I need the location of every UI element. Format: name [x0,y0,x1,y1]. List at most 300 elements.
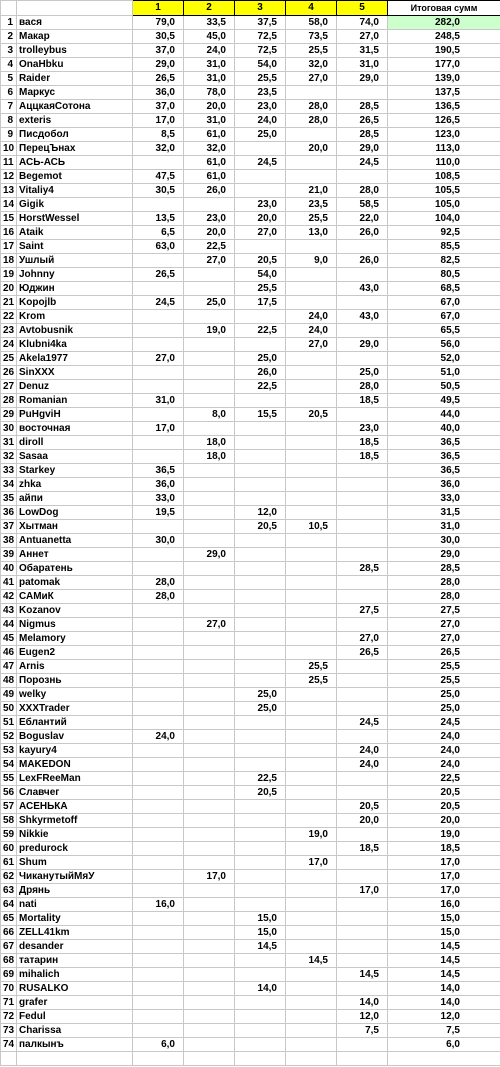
score-col-4[interactable] [286,968,337,982]
row-number[interactable]: 70 [1,982,17,996]
score-col-3[interactable] [235,660,286,674]
score-col-2[interactable]: 29,0 [184,548,235,562]
row-number[interactable]: 13 [1,184,17,198]
score-col-3[interactable]: 25,5 [235,282,286,296]
score-col-3[interactable] [235,170,286,184]
header-col-2[interactable]: 2 [184,1,235,16]
header-total[interactable]: Итоговая сумм [388,1,500,16]
score-col-1[interactable] [133,870,184,884]
row-number[interactable]: 69 [1,968,17,982]
empty-cell[interactable] [337,1052,388,1066]
player-name[interactable]: SinXXX [17,366,133,380]
player-name[interactable]: Писдобол [17,128,133,142]
score-col-4[interactable]: 24,0 [286,310,337,324]
score-col-3[interactable] [235,478,286,492]
score-col-4[interactable]: 10,5 [286,520,337,534]
total-sum[interactable]: 190,5 [388,44,500,58]
score-col-3[interactable] [235,338,286,352]
player-name[interactable]: САМиК [17,590,133,604]
score-col-5[interactable]: 23,0 [337,422,388,436]
score-col-4[interactable] [286,352,337,366]
score-col-3[interactable]: 37,5 [235,16,286,30]
score-col-3[interactable] [235,436,286,450]
player-name[interactable]: Boguslav [17,730,133,744]
score-col-2[interactable]: 31,0 [184,72,235,86]
total-sum[interactable]: 20,0 [388,814,500,828]
score-col-1[interactable] [133,884,184,898]
score-col-1[interactable]: 63,0 [133,240,184,254]
score-col-5[interactable]: 18,5 [337,842,388,856]
score-col-1[interactable] [133,926,184,940]
player-name[interactable]: predurock [17,842,133,856]
row-number[interactable]: 64 [1,898,17,912]
score-col-4[interactable]: 25,5 [286,674,337,688]
player-name[interactable]: Юджин [17,282,133,296]
total-sum[interactable]: 24,0 [388,744,500,758]
score-col-1[interactable] [133,758,184,772]
player-name[interactable]: Kopojlb [17,296,133,310]
row-number[interactable]: 54 [1,758,17,772]
row-number[interactable]: 28 [1,394,17,408]
row-number[interactable]: 37 [1,520,17,534]
score-col-4[interactable] [286,912,337,926]
score-col-1[interactable] [133,800,184,814]
score-col-4[interactable] [286,366,337,380]
total-sum[interactable]: 14,5 [388,968,500,982]
score-col-2[interactable] [184,926,235,940]
score-col-3[interactable]: 24,5 [235,156,286,170]
score-col-1[interactable]: 33,0 [133,492,184,506]
score-col-3[interactable]: 20,5 [235,254,286,268]
score-col-2[interactable]: 23,0 [184,212,235,226]
score-col-2[interactable] [184,604,235,618]
row-number[interactable]: 17 [1,240,17,254]
total-sum[interactable]: 16,0 [388,898,500,912]
score-col-1[interactable]: 36,0 [133,86,184,100]
score-col-1[interactable] [133,772,184,786]
score-col-5[interactable] [337,408,388,422]
score-col-3[interactable]: 14,0 [235,982,286,996]
score-col-5[interactable]: 28,0 [337,380,388,394]
score-col-4[interactable]: 13,0 [286,226,337,240]
player-name[interactable]: АСЬ-АСЬ [17,156,133,170]
player-name[interactable]: Порознь [17,674,133,688]
score-col-5[interactable]: 14,0 [337,996,388,1010]
score-col-5[interactable]: 25,0 [337,366,388,380]
score-col-4[interactable] [286,436,337,450]
row-number[interactable]: 56 [1,786,17,800]
score-col-5[interactable]: 20,0 [337,814,388,828]
score-col-5[interactable]: 28,0 [337,184,388,198]
score-col-2[interactable] [184,282,235,296]
score-col-2[interactable] [184,744,235,758]
row-number[interactable]: 11 [1,156,17,170]
score-col-2[interactable] [184,646,235,660]
score-col-1[interactable]: 17,0 [133,422,184,436]
score-col-3[interactable] [235,618,286,632]
player-name[interactable]: OnaHbku [17,58,133,72]
score-col-3[interactable] [235,884,286,898]
player-name[interactable]: Denuz [17,380,133,394]
player-name[interactable]: HorstWessel [17,212,133,226]
score-col-2[interactable] [184,674,235,688]
total-sum[interactable]: 105,0 [388,198,500,212]
player-name[interactable]: Ушлый [17,254,133,268]
total-sum[interactable]: 105,5 [388,184,500,198]
empty-cell[interactable] [235,1052,286,1066]
score-col-3[interactable] [235,604,286,618]
score-col-4[interactable] [286,156,337,170]
score-col-5[interactable] [337,534,388,548]
score-col-4[interactable] [286,786,337,800]
row-number[interactable]: 43 [1,604,17,618]
player-name[interactable]: zhka [17,478,133,492]
empty-cell[interactable] [388,1052,500,1066]
row-number[interactable]: 12 [1,170,17,184]
score-col-5[interactable] [337,492,388,506]
score-col-4[interactable] [286,632,337,646]
empty-cell[interactable] [133,1052,184,1066]
total-sum[interactable]: 137,5 [388,86,500,100]
total-sum[interactable]: 28,0 [388,576,500,590]
empty-cell[interactable] [1,1052,17,1066]
score-col-4[interactable] [286,240,337,254]
score-col-5[interactable]: 27,0 [337,632,388,646]
total-sum[interactable]: 20,5 [388,800,500,814]
score-col-3[interactable] [235,464,286,478]
row-number[interactable]: 68 [1,954,17,968]
total-sum[interactable]: 82,5 [388,254,500,268]
score-col-1[interactable]: 36,0 [133,478,184,492]
score-col-1[interactable] [133,954,184,968]
score-col-1[interactable]: 24,5 [133,296,184,310]
row-number[interactable]: 22 [1,310,17,324]
row-number[interactable]: 39 [1,548,17,562]
total-sum[interactable]: 19,0 [388,828,500,842]
total-sum[interactable]: 27,0 [388,632,500,646]
score-col-2[interactable] [184,464,235,478]
player-name[interactable]: Raider [17,72,133,86]
score-col-1[interactable] [133,562,184,576]
total-sum[interactable]: 65,5 [388,324,500,338]
score-col-4[interactable] [286,730,337,744]
total-sum[interactable]: 30,0 [388,534,500,548]
score-col-3[interactable] [235,534,286,548]
score-col-2[interactable]: 31,0 [184,58,235,72]
total-sum[interactable]: 36,5 [388,464,500,478]
score-col-4[interactable]: 32,0 [286,58,337,72]
row-number[interactable]: 52 [1,730,17,744]
player-name[interactable]: Saint [17,240,133,254]
score-col-3[interactable] [235,548,286,562]
score-col-5[interactable] [337,870,388,884]
score-col-2[interactable] [184,954,235,968]
score-col-5[interactable]: 17,0 [337,884,388,898]
total-sum[interactable]: 20,5 [388,786,500,800]
score-col-2[interactable]: 61,0 [184,170,235,184]
row-number[interactable]: 29 [1,408,17,422]
score-col-1[interactable] [133,688,184,702]
score-col-2[interactable]: 31,0 [184,114,235,128]
player-name[interactable]: diroll [17,436,133,450]
score-col-2[interactable] [184,198,235,212]
score-col-2[interactable]: 8,0 [184,408,235,422]
score-col-1[interactable] [133,982,184,996]
row-number[interactable]: 5 [1,72,17,86]
row-number[interactable]: 32 [1,450,17,464]
row-number[interactable]: 51 [1,716,17,730]
score-col-1[interactable]: 30,0 [133,534,184,548]
score-col-3[interactable]: 15,5 [235,408,286,422]
score-col-2[interactable] [184,856,235,870]
score-col-4[interactable] [286,604,337,618]
total-sum[interactable]: 17,0 [388,884,500,898]
score-col-5[interactable] [337,856,388,870]
score-col-2[interactable] [184,814,235,828]
score-col-3[interactable] [235,142,286,156]
score-col-5[interactable] [337,702,388,716]
score-col-4[interactable] [286,758,337,772]
score-col-1[interactable] [133,450,184,464]
score-col-2[interactable] [184,352,235,366]
player-name[interactable]: восточная [17,422,133,436]
score-col-4[interactable] [286,772,337,786]
total-sum[interactable]: 14,5 [388,954,500,968]
score-col-5[interactable] [337,352,388,366]
score-col-4[interactable] [286,534,337,548]
player-name[interactable]: Eugen2 [17,646,133,660]
score-col-1[interactable]: 26,5 [133,268,184,282]
score-col-3[interactable] [235,870,286,884]
row-number[interactable]: 25 [1,352,17,366]
score-col-1[interactable]: 36,5 [133,464,184,478]
score-col-5[interactable]: 12,0 [337,1010,388,1024]
score-col-4[interactable]: 14,5 [286,954,337,968]
score-col-3[interactable]: 22,5 [235,380,286,394]
player-name[interactable]: Melamory [17,632,133,646]
player-name[interactable]: Vitaliy4 [17,184,133,198]
row-number[interactable]: 73 [1,1024,17,1038]
score-col-5[interactable] [337,940,388,954]
score-col-4[interactable]: 58,0 [286,16,337,30]
score-col-1[interactable] [133,996,184,1010]
row-number[interactable]: 49 [1,688,17,702]
score-col-3[interactable] [235,450,286,464]
score-col-2[interactable]: 26,0 [184,184,235,198]
score-col-4[interactable] [286,870,337,884]
total-sum[interactable]: 28,5 [388,562,500,576]
score-col-5[interactable] [337,170,388,184]
score-col-2[interactable]: 19,0 [184,324,235,338]
total-sum[interactable]: 56,0 [388,338,500,352]
score-col-2[interactable] [184,828,235,842]
row-number[interactable]: 67 [1,940,17,954]
total-sum[interactable]: 282,0 [388,16,500,30]
total-sum[interactable]: 123,0 [388,128,500,142]
total-sum[interactable]: 126,5 [388,114,500,128]
score-col-1[interactable]: 37,0 [133,100,184,114]
header-col-5[interactable]: 5 [337,1,388,16]
score-col-5[interactable] [337,576,388,590]
total-sum[interactable]: 25,0 [388,702,500,716]
total-sum[interactable]: 33,0 [388,492,500,506]
player-name[interactable]: Аннет [17,548,133,562]
score-col-2[interactable] [184,800,235,814]
row-number[interactable]: 58 [1,814,17,828]
row-number[interactable]: 60 [1,842,17,856]
total-sum[interactable]: 36,5 [388,450,500,464]
score-col-5[interactable]: 26,5 [337,114,388,128]
total-sum[interactable]: 25,5 [388,660,500,674]
score-col-3[interactable]: 22,5 [235,772,286,786]
score-col-3[interactable] [235,240,286,254]
score-col-1[interactable] [133,912,184,926]
total-sum[interactable]: 17,0 [388,870,500,884]
score-col-4[interactable] [286,380,337,394]
row-number[interactable]: 35 [1,492,17,506]
player-name[interactable]: Макар [17,30,133,44]
score-col-5[interactable] [337,464,388,478]
score-col-5[interactable]: 18,5 [337,450,388,464]
score-col-1[interactable] [133,1024,184,1038]
score-col-5[interactable]: 28,5 [337,562,388,576]
row-number[interactable]: 6 [1,86,17,100]
score-col-2[interactable] [184,730,235,744]
score-col-5[interactable] [337,296,388,310]
row-number[interactable]: 57 [1,800,17,814]
score-col-3[interactable] [235,954,286,968]
total-sum[interactable]: 24,0 [388,730,500,744]
total-sum[interactable]: 177,0 [388,58,500,72]
total-sum[interactable]: 68,5 [388,282,500,296]
score-col-5[interactable]: 22,0 [337,212,388,226]
total-sum[interactable]: 36,0 [388,478,500,492]
score-col-1[interactable] [133,674,184,688]
score-col-4[interactable] [286,646,337,660]
row-number[interactable]: 72 [1,1010,17,1024]
score-col-3[interactable] [235,422,286,436]
score-col-4[interactable]: 73,5 [286,30,337,44]
player-name[interactable]: вася [17,16,133,30]
score-col-5[interactable]: 24,5 [337,156,388,170]
score-col-5[interactable]: 74,0 [337,16,388,30]
score-col-2[interactable] [184,562,235,576]
score-col-2[interactable] [184,366,235,380]
score-col-2[interactable] [184,268,235,282]
score-col-5[interactable] [337,926,388,940]
total-sum[interactable]: 85,5 [388,240,500,254]
row-number[interactable]: 74 [1,1038,17,1052]
total-sum[interactable]: 49,5 [388,394,500,408]
player-name[interactable]: Маркус [17,86,133,100]
total-sum[interactable]: 36,5 [388,436,500,450]
score-col-3[interactable]: 25,0 [235,352,286,366]
row-number[interactable]: 3 [1,44,17,58]
player-name[interactable]: Обаратень [17,562,133,576]
player-name[interactable]: patomak [17,576,133,590]
score-col-3[interactable]: 23,5 [235,86,286,100]
score-col-3[interactable] [235,310,286,324]
player-name[interactable]: desander [17,940,133,954]
score-col-5[interactable]: 29,0 [337,142,388,156]
score-col-3[interactable] [235,394,286,408]
row-number[interactable]: 23 [1,324,17,338]
player-name[interactable]: MAKEDON [17,758,133,772]
score-col-3[interactable]: 72,5 [235,44,286,58]
score-col-5[interactable]: 28,5 [337,128,388,142]
score-col-2[interactable]: 27,0 [184,254,235,268]
row-number[interactable]: 21 [1,296,17,310]
player-name[interactable]: ЧиканутыйМяУ [17,870,133,884]
score-col-2[interactable] [184,394,235,408]
total-sum[interactable]: 31,5 [388,506,500,520]
score-col-5[interactable]: 31,0 [337,58,388,72]
total-sum[interactable]: 14,0 [388,996,500,1010]
total-sum[interactable]: 7,5 [388,1024,500,1038]
score-col-3[interactable] [235,1010,286,1024]
total-sum[interactable]: 22,5 [388,772,500,786]
player-name[interactable]: АццкаяСотона [17,100,133,114]
row-number[interactable]: 46 [1,646,17,660]
score-col-3[interactable] [235,576,286,590]
score-col-1[interactable]: 37,0 [133,44,184,58]
player-name[interactable]: Nigmus [17,618,133,632]
total-sum[interactable]: 52,0 [388,352,500,366]
score-col-2[interactable] [184,688,235,702]
row-number[interactable]: 50 [1,702,17,716]
score-col-5[interactable] [337,954,388,968]
total-sum[interactable]: 80,5 [388,268,500,282]
player-name[interactable]: Romanian [17,394,133,408]
score-col-3[interactable]: 26,0 [235,366,286,380]
player-name[interactable]: Shkyrmetoff [17,814,133,828]
total-sum[interactable]: 248,5 [388,30,500,44]
row-number[interactable]: 7 [1,100,17,114]
score-col-4[interactable] [286,898,337,912]
total-sum[interactable]: 113,0 [388,142,500,156]
score-col-5[interactable]: 24,0 [337,758,388,772]
row-number[interactable]: 24 [1,338,17,352]
score-col-2[interactable] [184,884,235,898]
score-col-4[interactable] [286,492,337,506]
score-col-5[interactable] [337,772,388,786]
header-col-3[interactable]: 3 [235,1,286,16]
header-col-4[interactable]: 4 [286,1,337,16]
score-col-2[interactable] [184,310,235,324]
score-col-4[interactable] [286,464,337,478]
score-col-2[interactable] [184,1024,235,1038]
player-name[interactable]: Starkey [17,464,133,478]
score-col-5[interactable] [337,786,388,800]
score-col-1[interactable] [133,324,184,338]
row-number[interactable]: 36 [1,506,17,520]
score-col-3[interactable]: 54,0 [235,58,286,72]
row-number[interactable]: 42 [1,590,17,604]
total-sum[interactable]: 25,5 [388,674,500,688]
score-col-3[interactable] [235,814,286,828]
score-col-5[interactable] [337,590,388,604]
row-number[interactable]: 26 [1,366,17,380]
total-sum[interactable]: 28,0 [388,590,500,604]
score-col-4[interactable]: 20,0 [286,142,337,156]
row-number[interactable]: 47 [1,660,17,674]
score-col-5[interactable] [337,828,388,842]
player-name[interactable]: Klubni4ka [17,338,133,352]
score-col-3[interactable] [235,842,286,856]
score-col-2[interactable]: 25,0 [184,296,235,310]
score-col-2[interactable] [184,758,235,772]
score-col-2[interactable] [184,968,235,982]
